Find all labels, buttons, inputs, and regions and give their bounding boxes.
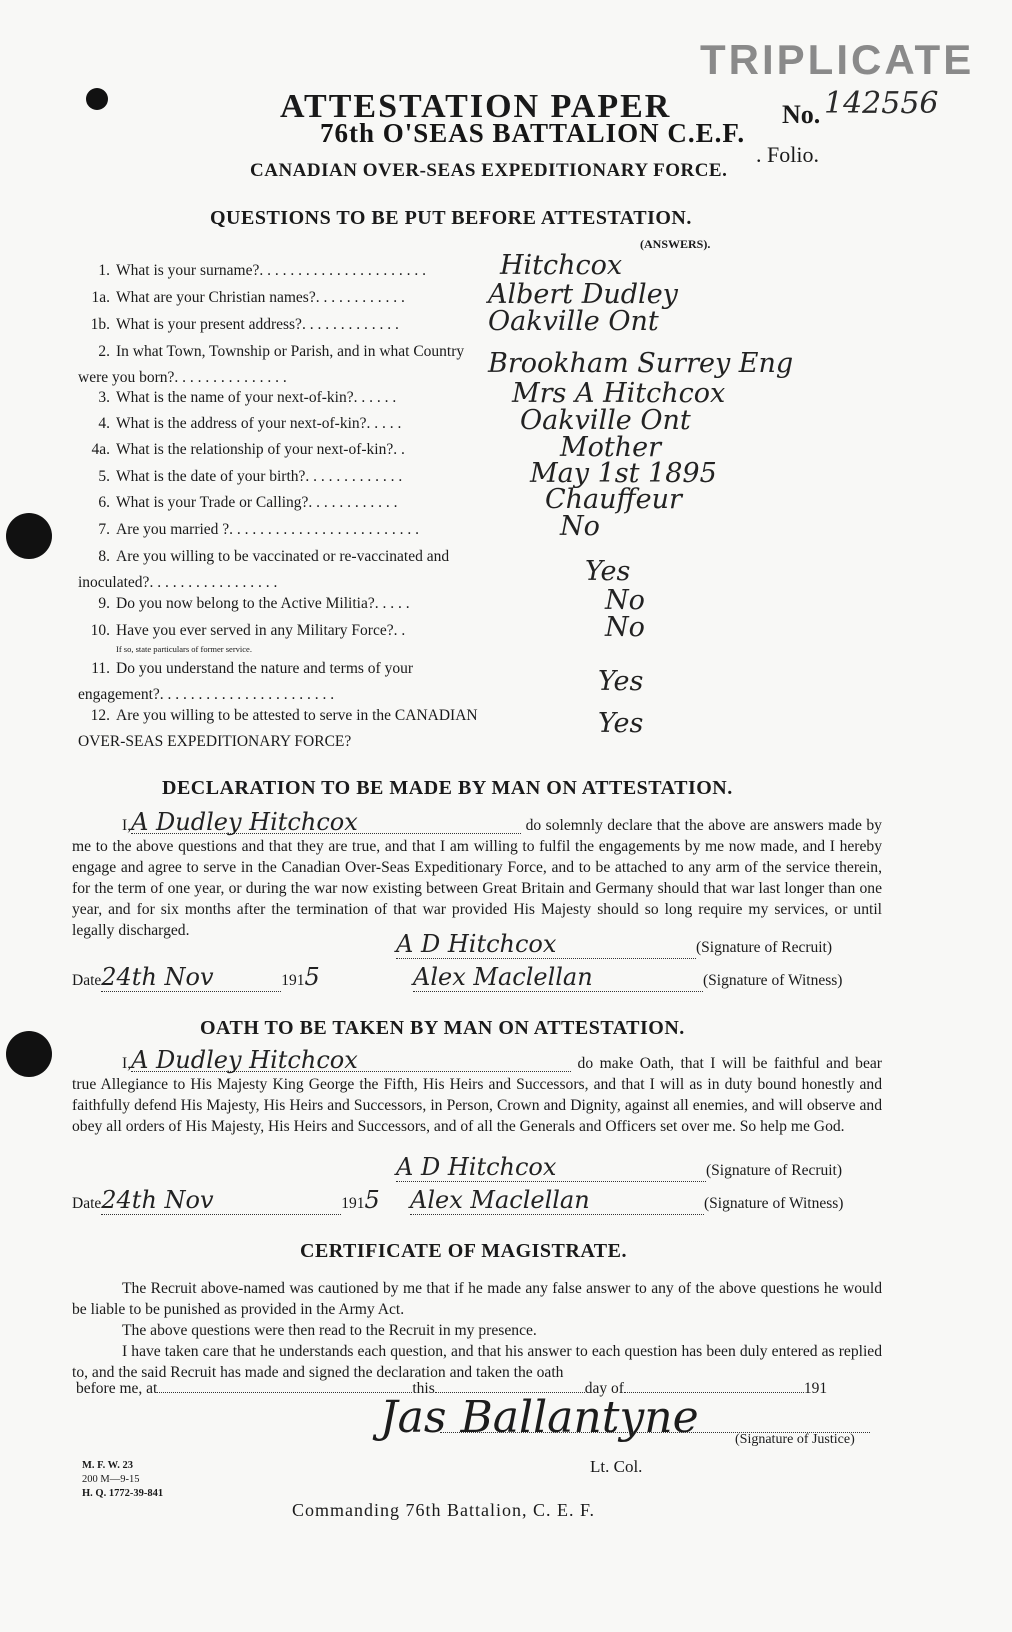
declaration-recruit-signature-line: A D Hitchcox (Signature of Recruit) <box>396 930 833 958</box>
certificate-paragraph-3: I have taken care that he understands each question, and that his answer to each question has been duly entered as replied to, and the said Recruit has made and signed the declaration and taken the oath <box>72 1343 882 1381</box>
magistrate-signature: Jas Ballantyne <box>380 1392 699 1443</box>
punch-hole-top <box>86 88 108 110</box>
triplicate-stamp: TRIPLICATE <box>700 36 975 83</box>
answer-birthplace: Brookham Surrey Eng <box>488 348 794 379</box>
answer-present-address: Oakville Ont <box>488 306 659 337</box>
question-9: 9. Do you now belong to the Active Militia?. . . . . <box>98 595 410 612</box>
question-1b: 1b. What is your present address?. . . . . . . . . . . . . <box>90 316 399 333</box>
questions-heading: QUESTIONS TO BE PUT BEFORE ATTESTATION. <box>210 207 692 229</box>
question-3: 3. What is the name of your next-of-kin?. . . . . . <box>98 389 397 406</box>
answer-active-militia: No <box>605 585 645 616</box>
punch-hole-lower <box>6 1031 52 1077</box>
question-8: 8. Are you willing to be vaccinated or re-vaccinated and inoculated?. . . . . . . . . . . . . . . . . <box>78 548 450 591</box>
declaration-witness-signature-line: Alex Maclellan (Signature of Witness) <box>413 963 843 991</box>
certificate-paragraph-1: The Recruit above-named was cautioned by me that if he made any false answer to any of the above questions he would be liable to be punished as provided in the Army Act. <box>72 1280 882 1318</box>
oath-text: I,A Dudley Hitchcox do make Oath, that I will be faithful and bear true Allegiance to His Majesty King George the Fifth, His Heirs and Successors, and that I will as in duty bound honestly and faithfully defend His Majesty, His Heirs and Successors, in Person, Crown and Dignity, against all enemies, and will observe and obey all orders of His Majesty, His Heirs and Successors, and of all the Generals and Officers set over me. So help me God. <box>72 1046 882 1135</box>
declaration-date-line: Date24th Nov 1915 <box>72 963 320 991</box>
question-10-note: If so, state particulars of former service. <box>116 644 252 654</box>
question-1: 1. What is your surname?. . . . . . . . . . . . . . . . . . . . . . <box>98 262 426 279</box>
oath-witness-signature: Alex Maclellan <box>410 1186 704 1215</box>
battalion-stamp: 76th O'SEAS BATTALION C.E.F. <box>320 118 746 148</box>
question-12: 12. Are you willing to be attested to serve in the CANADIAN OVER-SEAS EXPEDITIONARY FORCE? <box>78 707 478 750</box>
answer-next-of-kin-address: Oakville Ont <box>520 405 691 436</box>
oath-date-value: 24th Nov <box>101 1186 341 1215</box>
answer-relationship: Mother <box>560 432 662 463</box>
answer-surname: Hitchcox <box>500 250 623 281</box>
answer-christian-names: Albert Dudley <box>488 279 678 310</box>
declaration-witness-signature: Alex Maclellan <box>413 963 703 992</box>
answer-vaccinated: Yes <box>585 556 631 587</box>
oath-heading: OATH TO BE TAKEN BY MAN ON ATTESTATION. <box>200 1017 685 1039</box>
officer-rank: Lt. Col. <box>590 1457 643 1476</box>
page-title: ATTESTATION PAPER <box>280 88 672 125</box>
print-run: 200 M—9-15 <box>82 1474 140 1485</box>
question-5: 5. What is the date of your birth?. . . . . . . . . . . . . <box>98 468 403 485</box>
answer-next-of-kin-name: Mrs A Hitchcox <box>512 378 726 409</box>
declaration-recruit-name: A Dudley Hitchcox <box>131 812 521 834</box>
certificate-place-line: before me, at this day of 191 <box>76 1380 828 1397</box>
oath-recruit-signature-line: A D Hitchcox (Signature of Recruit) <box>396 1153 843 1181</box>
question-2: 2. In what Town, Township or Parish, and in what Country were you born?. . . . . . . . . . . . . . . <box>78 343 465 386</box>
declaration-recruit-signature: A D Hitchcox <box>396 930 696 959</box>
oath-recruit-name: A Dudley Hitchcox <box>131 1050 571 1072</box>
justice-label: (Signature of Justice) <box>735 1432 855 1447</box>
declaration-text: I,A Dudley Hitchcox do solemnly declare that the above are answers made by me to the above questions and that they are true, and that I am willing to fulfil the engagements by me now made, and I hereby engage and agree to serve in the Canadian Over-Seas Expeditionary Force, and to be attached to any arm of the service therein, for the term of one year, or during the war now existing between Great Britain and Germany should that war last longer than one year, and for six months after the termination of that war provided His Majesty should so long require my services, or until legally discharged. <box>72 808 882 939</box>
certificate-heading: CERTIFICATE OF MAGISTRATE. <box>300 1240 627 1262</box>
declaration-heading: DECLARATION TO BE MADE BY MAN ON ATTESTATION. <box>162 777 733 799</box>
question-4a: 4a. What is the relationship of your next-of-kin?. . <box>91 441 405 458</box>
answers-column-header: (ANSWERS). <box>640 237 711 251</box>
answer-understand-terms: Yes <box>598 666 644 697</box>
answer-married: No <box>560 511 600 542</box>
question-4: 4. What is the address of your next-of-kin?. . . . . <box>98 415 402 432</box>
oath-date-line: Date24th Nov 1915 <box>72 1186 380 1214</box>
answer-date-of-birth: May 1st 1895 <box>530 458 717 489</box>
question-10: 10. Have you ever served in any Military Force?. . If so, state particulars of former service. <box>78 618 478 654</box>
regimental-number-label: No. <box>782 100 821 129</box>
declaration-date-value: 24th Nov <box>101 963 281 992</box>
punch-hole-middle <box>6 513 52 559</box>
oath-witness-signature-line: Alex Maclellan (Signature of Witness) <box>410 1186 844 1214</box>
answer-trade: Chauffeur <box>545 484 682 515</box>
question-11: 11. Do you understand the nature and terms of your engagement?. . . . . . . . . . . . . . . . . . . . . . . <box>78 660 414 703</box>
question-1a: 1a. What are your Christian names?. . . . . . . . . . . . <box>91 289 405 306</box>
certificate-paragraph-2: The above questions were then read to the Recruit in my presence. <box>122 1322 537 1339</box>
answer-military-service: No <box>605 612 645 643</box>
folio-label: . Folio. <box>756 142 819 167</box>
answer-willing-to-serve: Yes <box>598 708 644 739</box>
commanding-officer-title: Commanding 76th Battalion, C. E. F. <box>292 1500 596 1520</box>
oath-recruit-signature: A D Hitchcox <box>396 1153 706 1182</box>
regimental-number-value: 142556 <box>824 86 939 121</box>
form-code: M. F. W. 23 <box>82 1460 133 1471</box>
question-7: 7. Are you married ?. . . . . . . . . . . . . . . . . . . . . . . . . <box>98 521 420 538</box>
hq-reference: H. Q. 1772-39-841 <box>82 1488 164 1499</box>
force-subtitle: CANADIAN OVER-SEAS EXPEDITIONARY FORCE. <box>250 160 728 181</box>
certificate-text <box>72 1278 882 1383</box>
question-6: 6. What is your Trade or Calling?. . . . . . . . . . . . <box>98 494 398 511</box>
